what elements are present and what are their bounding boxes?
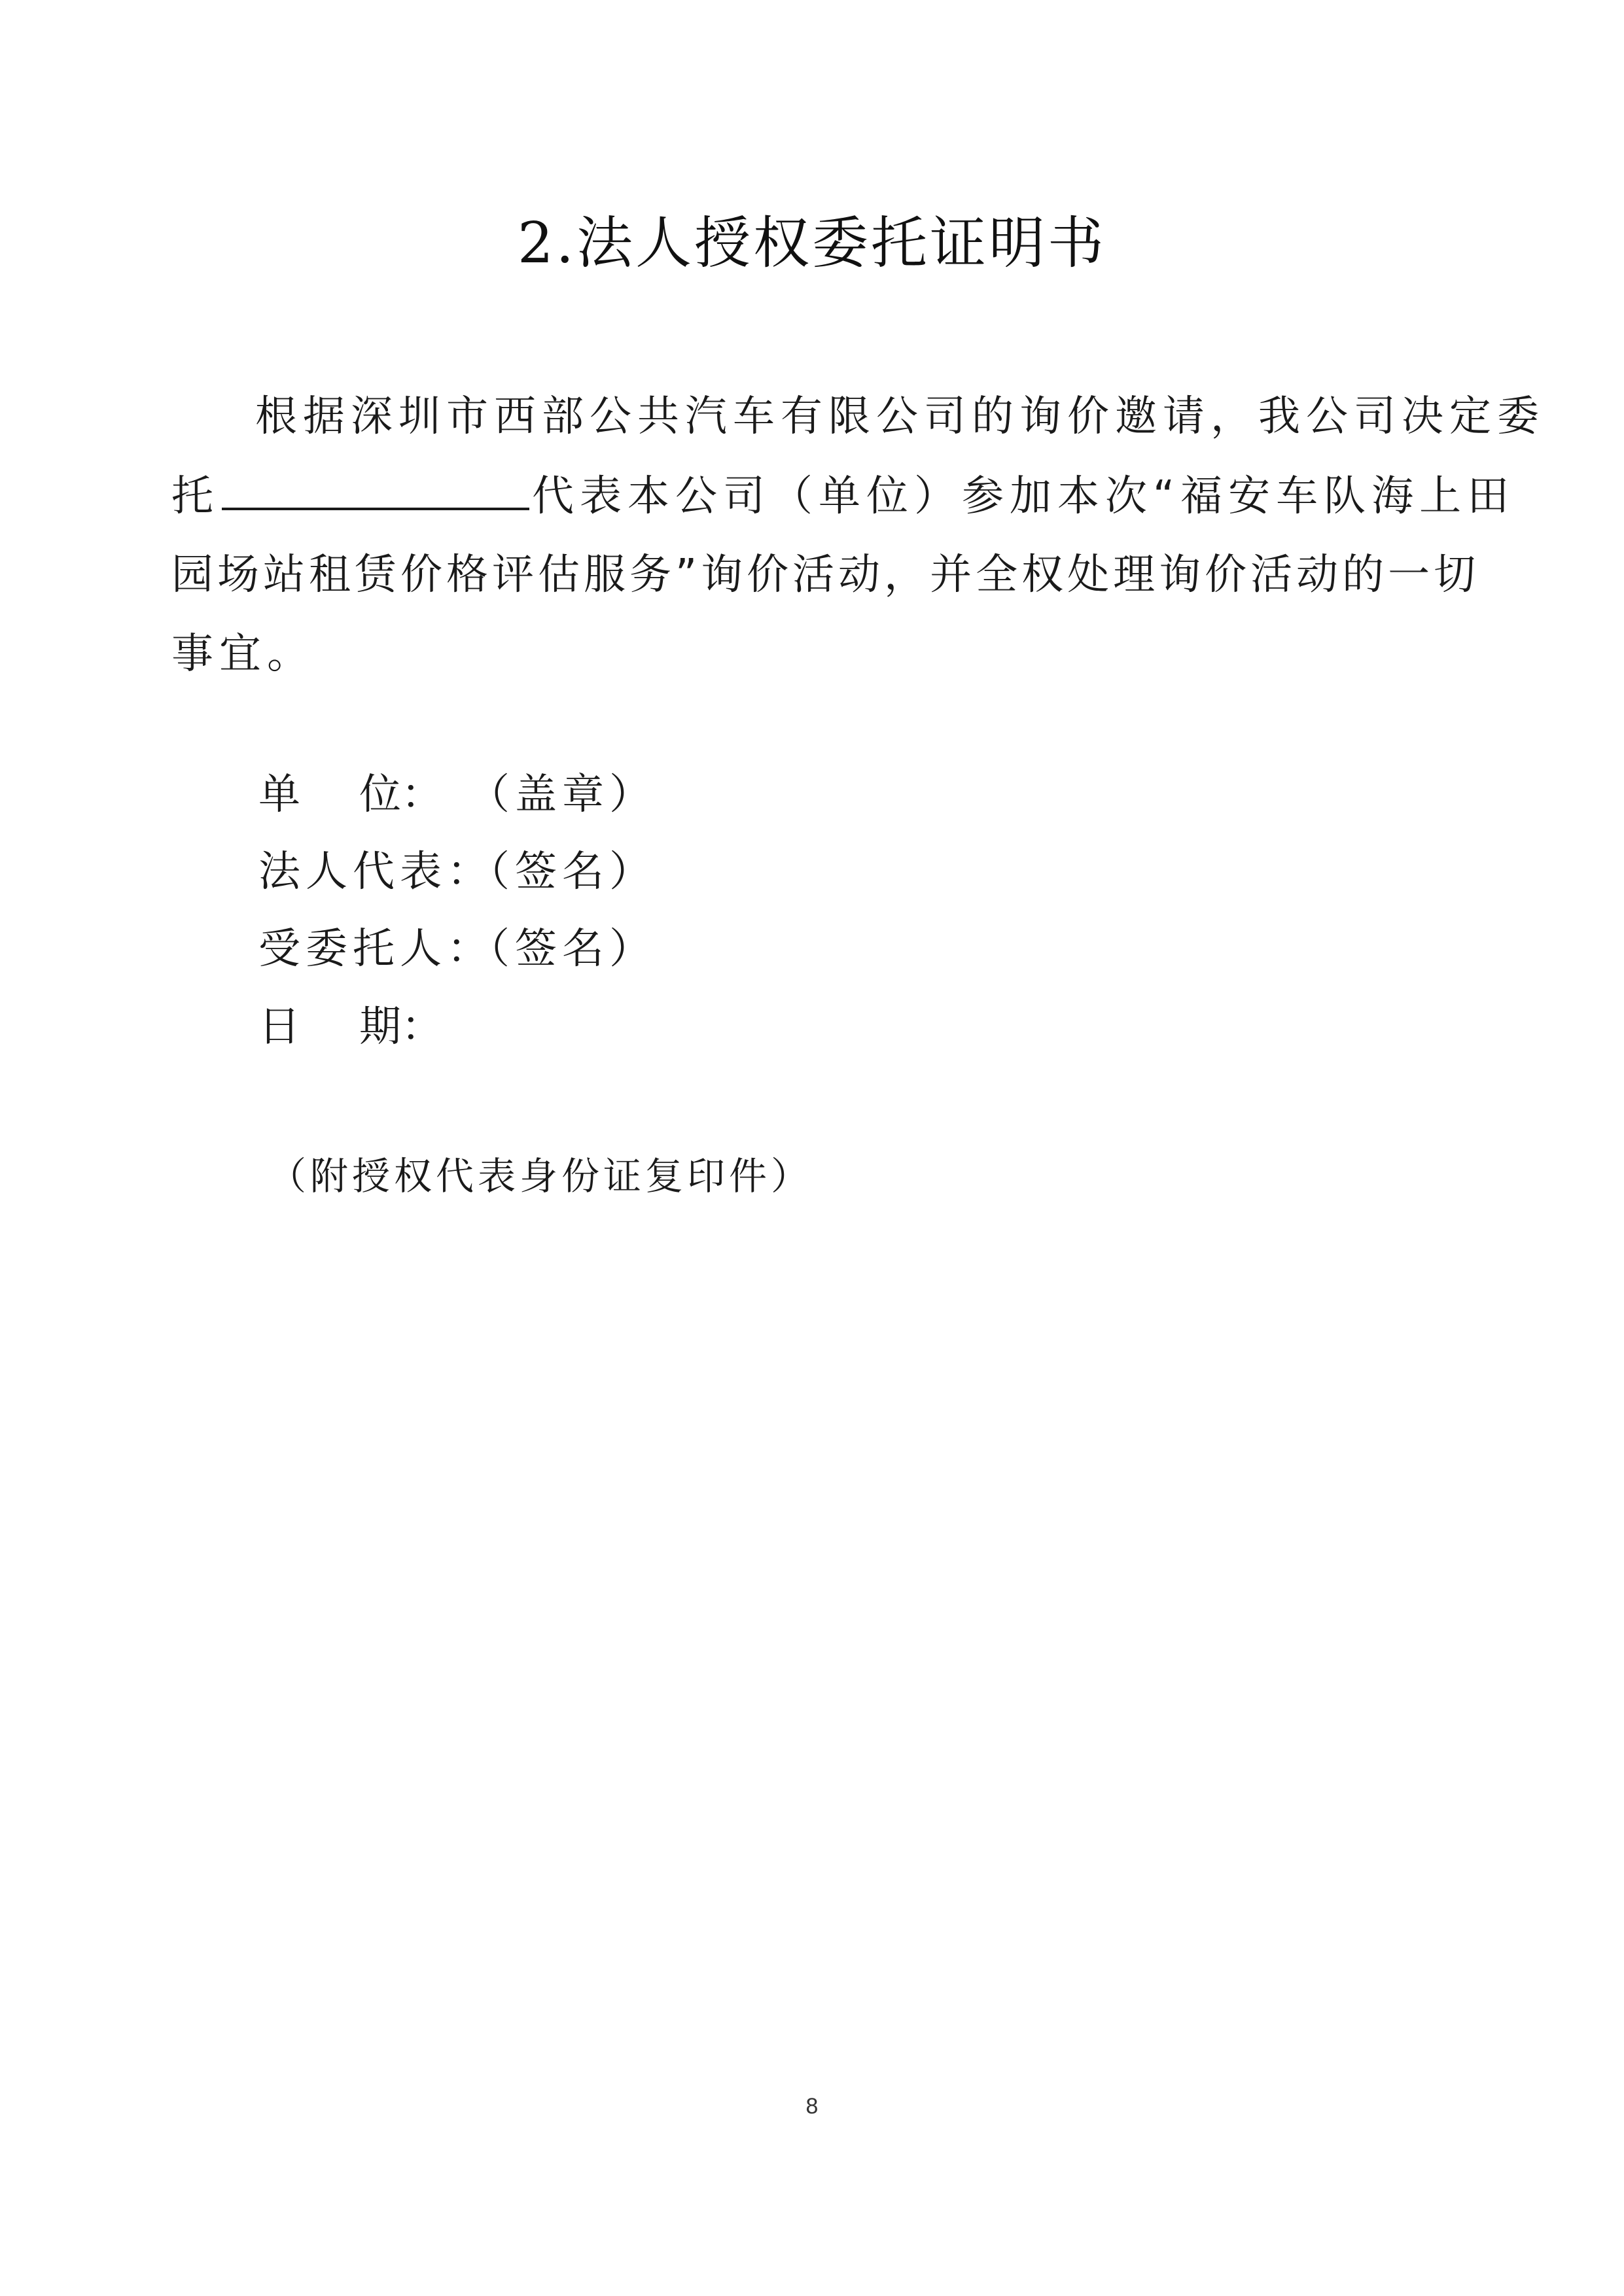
trustee-sign-note: （签名） [468,925,656,973]
representative-name-blank[interactable] [222,471,529,510]
signature-row-date [258,1001,494,1053]
legal-representative-label: 法人代表： [258,848,494,896]
unit-label-part-1: 单 [258,771,300,819]
signature-row-unit [258,769,656,821]
document-title: 2.法人授权委托证明书 [517,211,1107,276]
signature-row-trustee [258,923,656,975]
paragraph-line-2 [171,470,1515,523]
paragraph-line-1: 根据深圳市西部公共汽车有限公司的询价邀请，我公司决定委 [255,392,1545,441]
page-number: 8 [805,2094,819,2119]
unit-label [258,769,443,821]
attachment-note: （附授权代表身份证复印件） [268,1154,813,1198]
date-label [258,1001,443,1053]
paragraph-line-4: 事宜。 [171,630,315,678]
unit-stamp-note: （盖章） [468,771,656,819]
trustee-label: 受委托人： [258,925,494,973]
paragraph-line-3: 园场站租赁价格评估服务”询价活动，并全权处理询价活动的一切 [171,551,1480,599]
unit-label-part-2: 位： [359,771,443,819]
legal-representative-sign-note: （签名） [468,848,656,896]
paragraph-line-2-end: 代表本公司（单位）参加本次“福安车队海上田 [532,472,1515,521]
date-label-part-1: 日 [258,1003,300,1051]
date-label-part-2: 期： [359,1003,443,1051]
paragraph-line-2-start: 托 [171,472,219,521]
signature-row-legal-representative [258,846,656,898]
